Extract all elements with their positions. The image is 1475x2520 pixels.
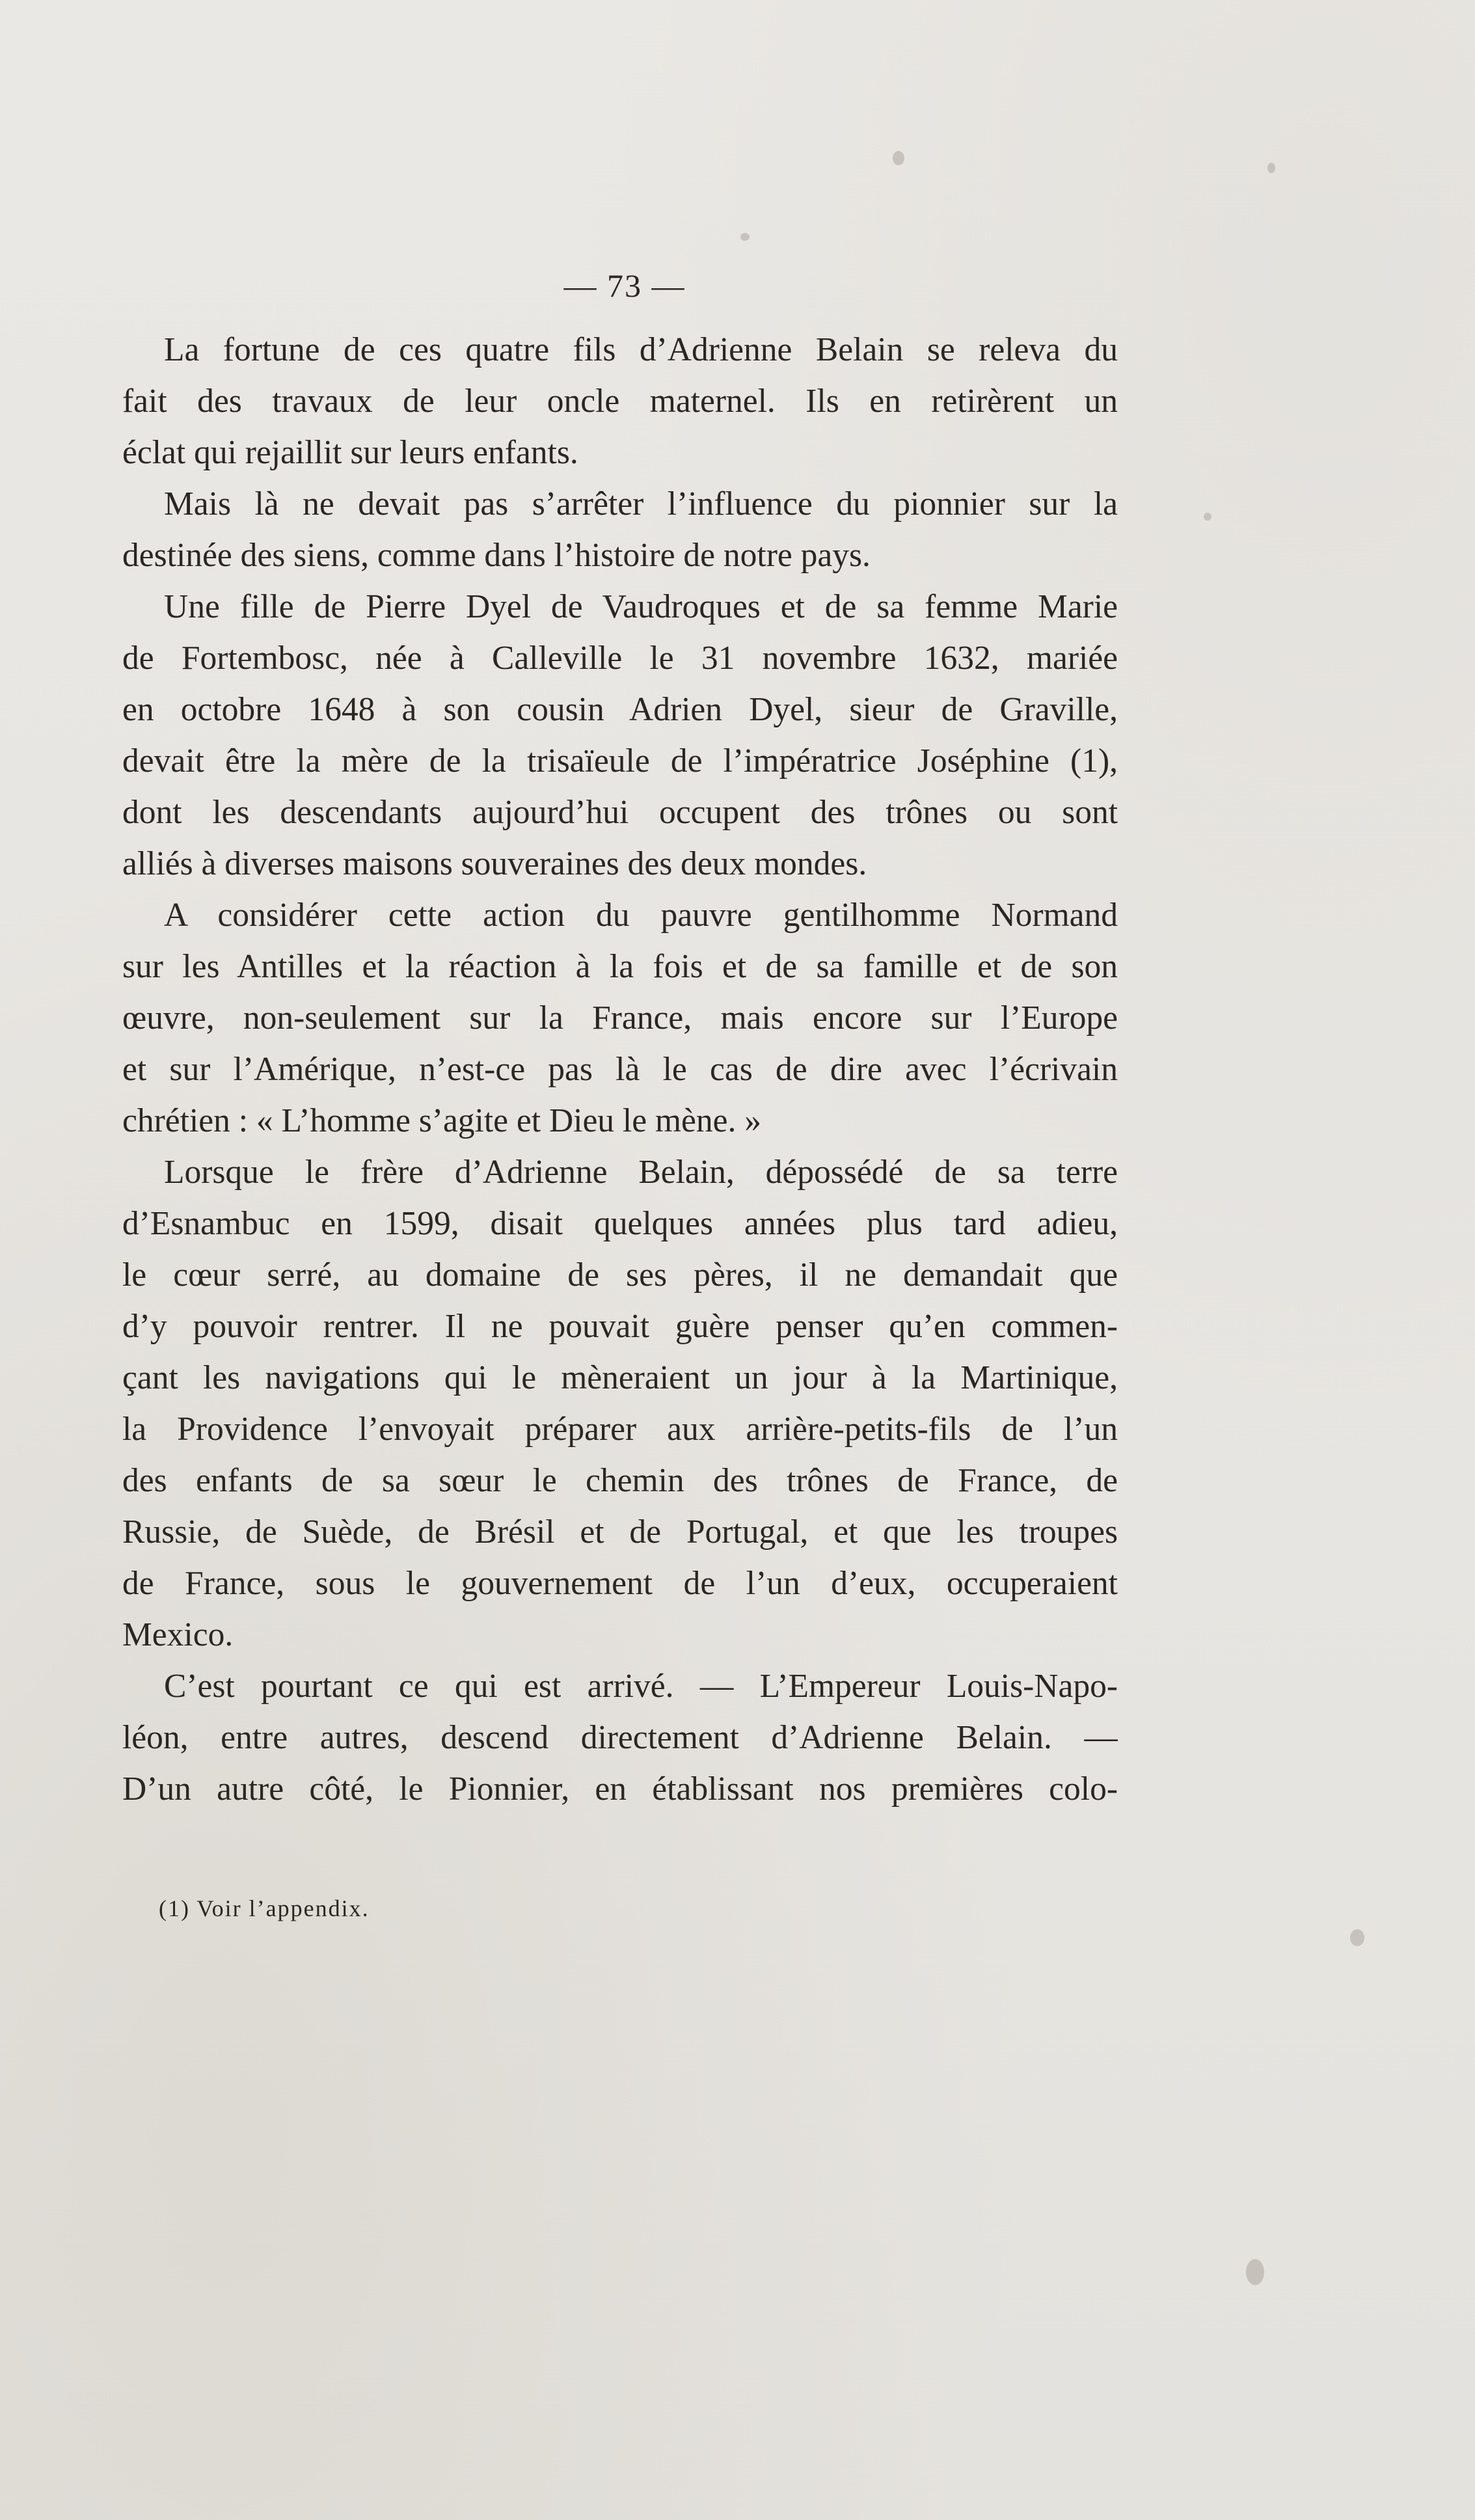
text-line: Lorsque le frère d’Adrienne Belain, dépossédé de sa terre — [164, 1154, 1118, 1191]
paper-speck — [1350, 1929, 1364, 1946]
text-line: le cœur serré, au domaine de ses pères, il ne demandait que — [122, 1256, 1118, 1294]
page-number: — 73 — — [563, 267, 686, 304]
text-line: Mais là ne devait pas s’arrêter l’influence du pionnier sur la — [164, 485, 1118, 522]
text-line: destinée des siens, comme dans l’histoire de notre pays. — [122, 537, 871, 574]
text-line: des enfants de sa sœur le chemin des trônes de France, de — [122, 1462, 1118, 1499]
paragraph — [122, 581, 1118, 889]
text-line: devait être la mère de la trisaïeule de l’impératrice Joséphine (1), — [122, 742, 1118, 779]
paper-speck — [893, 151, 904, 165]
text-line: fait des travaux de leur oncle maternel. Ils en retirèrent un — [122, 383, 1118, 420]
text-line: A considérer cette action du pauvre gentilhomme Normand — [164, 897, 1118, 934]
text-line: C’est pourtant ce qui est arrivé. — L’Empereur Louis-Napo- — [164, 1668, 1118, 1705]
paper-speck — [740, 233, 750, 241]
text-line: et sur l’Amérique, n’est-ce pas là le cas de dire avec l’écrivain — [122, 1051, 1118, 1088]
text-line: La fortune de ces quatre fils d’Adrienne Belain se releva du — [164, 331, 1118, 368]
text-line: dont les descendants aujourd’hui occupent des trônes ou sont — [122, 794, 1118, 831]
text-line: d’y pouvoir rentrer. Il ne pouvait guère penser qu’en commen- — [122, 1308, 1118, 1345]
text-line: Une fille de Pierre Dyel de Vaudroques et de sa femme Marie — [164, 588, 1118, 625]
paper-speck — [1267, 163, 1275, 173]
paragraph — [122, 1146, 1118, 1660]
paragraph — [122, 1660, 1118, 1815]
paragraph — [122, 478, 1118, 581]
text-line: alliés à diverses maisons souveraines des deux mondes. — [122, 845, 867, 882]
text-line: sur les Antilles et la réaction à la fois et de sa famille et de son — [122, 948, 1118, 985]
footnote: (1) Voir l’appendix. — [159, 1895, 370, 1921]
text-line: œuvre, non-seulement sur la France, mais encore sur l’Europe — [122, 999, 1118, 1036]
body-text — [122, 324, 1118, 1815]
text-line: en octobre 1648 à son cousin Adrien Dyel, sieur de Graville, — [122, 691, 1118, 728]
paragraph — [122, 889, 1118, 1146]
text-line: éclat qui rejaillit sur leurs enfants. — [122, 434, 578, 471]
text-line: d’Esnambuc en 1599, disait quelques années plus tard adieu, — [122, 1205, 1118, 1242]
text-line: de France, sous le gouvernement de l’un d’eux, occuperaient — [122, 1565, 1118, 1602]
text-line: léon, entre autres, descend directement d’Adrienne Belain. — — [122, 1719, 1118, 1756]
text-line: chrétien : « L’homme s’agite et Dieu le mène. » — [122, 1102, 761, 1139]
text-line: de Fortembosc, née à Calleville le 31 novembre 1632, mariée — [122, 640, 1118, 677]
text-line: D’un autre côté, le Pionnier, en établissant nos premières colo- — [122, 1770, 1118, 1808]
text-line: Russie, de Suède, de Brésil et de Portugal, et que les troupes — [122, 1513, 1118, 1551]
paragraph — [122, 324, 1118, 478]
text-line: Mexico. — [122, 1616, 234, 1653]
text-line: çant les navigations qui le mèneraient un jour à la Martinique, — [122, 1359, 1118, 1396]
paper-speck — [1246, 2259, 1264, 2285]
paper-speck — [1204, 513, 1211, 521]
text-line: la Providence l’envoyait préparer aux arrière-petits-fils de l’un — [122, 1411, 1118, 1448]
